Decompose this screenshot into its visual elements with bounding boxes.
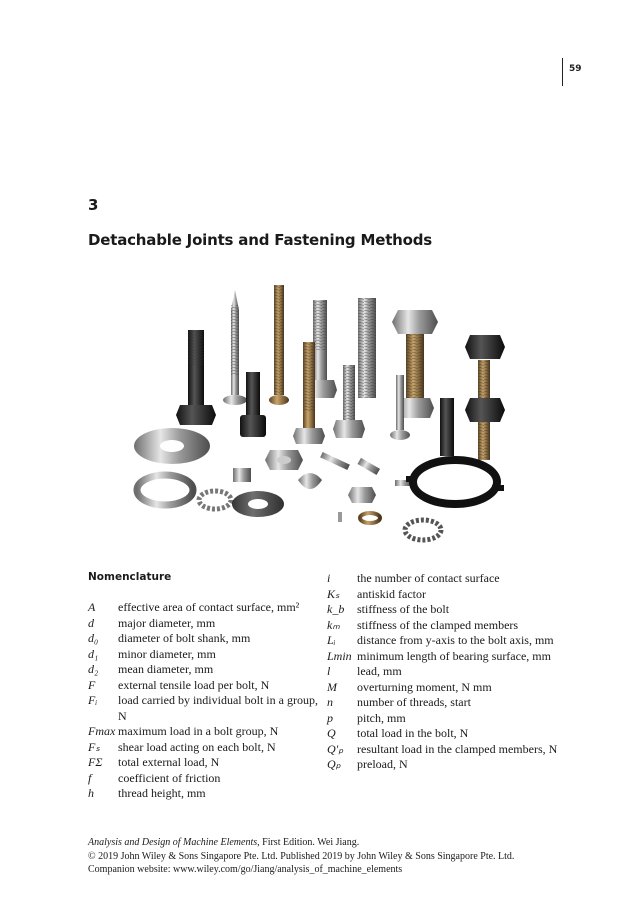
nomenclature-symbol: kₘ bbox=[327, 617, 340, 632]
nomenclature-description: thread height, mm bbox=[118, 786, 206, 800]
nomenclature-description: coefficient of friction bbox=[118, 770, 221, 785]
nomenclature-symbol: Fₛ bbox=[88, 739, 100, 754]
nomenclature-row bbox=[327, 726, 562, 742]
nomenclature-row bbox=[88, 693, 320, 724]
footer-edition-author: , First Edition. Wei Jiang. bbox=[257, 837, 360, 848]
nomenclature-symbol: Lᵢ bbox=[327, 633, 336, 647]
nomenclature-symbol: A bbox=[88, 600, 96, 614]
nomenclature-symbol: M bbox=[327, 679, 337, 694]
nomenclature-row bbox=[327, 587, 562, 603]
nomenclature-left-column bbox=[88, 600, 320, 802]
nomenclature-row bbox=[327, 618, 562, 634]
nomenclature-description: major diameter, mm bbox=[118, 615, 216, 630]
hex-nut-small bbox=[348, 487, 376, 503]
nomenclature-row bbox=[88, 600, 320, 616]
small-split-washer bbox=[360, 513, 380, 523]
dark-flat-washer bbox=[232, 491, 284, 517]
nomenclature-symbol: Q bbox=[327, 726, 336, 740]
nomenclature-row bbox=[88, 647, 320, 663]
footer-website: Companion website: www.wiley.com/go/Jiang/analysis_of_machine_elements bbox=[88, 864, 403, 875]
nomenclature-symbol: k_b bbox=[327, 602, 345, 616]
nomenclature-description: external tensile load per bolt, N bbox=[118, 677, 270, 692]
nomenclature-description: stiffness of the bolt bbox=[357, 602, 450, 616]
nomenclature-description: minimum length of bearing surface, mm bbox=[357, 648, 551, 663]
nomenclature-row bbox=[327, 633, 562, 649]
nomenclature-description: effective area of contact surface, mm² bbox=[118, 600, 300, 614]
brass-long-bolt bbox=[269, 285, 289, 405]
toothed-washer-left bbox=[199, 491, 231, 509]
nomenclature-row bbox=[327, 571, 562, 587]
nomenclature-symbol: Kₛ bbox=[327, 586, 340, 601]
nomenclature-description: load carried by individual bolt in a group, N bbox=[118, 693, 318, 723]
nomenclature-symbol: d bbox=[88, 615, 94, 630]
chapter-number: 3 bbox=[88, 196, 99, 214]
black-retaining-ring bbox=[406, 460, 504, 504]
nomenclature-symbol: FΣ bbox=[88, 755, 103, 769]
nomenclature-description: shear load acting on each bolt, N bbox=[118, 739, 276, 754]
nomenclature-symbol: f bbox=[88, 770, 92, 785]
nomenclature-symbol: d₀ bbox=[88, 631, 99, 645]
nomenclature-symbol: Q′ₚ bbox=[327, 741, 344, 756]
nomenclature-row bbox=[88, 771, 320, 787]
nomenclature-symbol: n bbox=[327, 695, 333, 709]
nomenclature-description: the number of contact surface bbox=[357, 571, 500, 585]
nomenclature-symbol: F bbox=[88, 677, 96, 692]
nomenclature-description: resultant load in the clamped members, N bbox=[357, 741, 558, 756]
footer-book-title: Analysis and Design of Machine Elements bbox=[88, 837, 258, 848]
nomenclature-row bbox=[88, 740, 320, 756]
nomenclature-description: stiffness of the clamped members bbox=[357, 617, 519, 632]
nomenclature-description: overturning moment, N mm bbox=[357, 679, 492, 694]
nomenclature-description: antiskid factor bbox=[357, 586, 426, 601]
nomenclature-description: total load in the bolt, N bbox=[357, 726, 469, 740]
nomenclature-description: distance from y-axis to the bolt axis, mm bbox=[357, 633, 554, 647]
split-lock-washer bbox=[137, 475, 193, 505]
nomenclature-row bbox=[327, 680, 562, 696]
nomenclature-symbol: l bbox=[327, 664, 331, 678]
nomenclature-description: preload, N bbox=[357, 757, 408, 771]
nomenclature-description: pitch, mm bbox=[357, 710, 406, 725]
nomenclature-description: minor diameter, mm bbox=[118, 646, 216, 661]
nomenclature-symbol: h bbox=[88, 786, 94, 800]
square-nut bbox=[233, 468, 251, 482]
nomenclature-row bbox=[88, 755, 320, 771]
tiny-screw bbox=[338, 512, 342, 522]
nomenclature-symbol: d₂ bbox=[88, 662, 99, 676]
footer-citation bbox=[88, 836, 558, 850]
nomenclature-row bbox=[327, 757, 562, 773]
chapter-title: Detachable Joints and Fastening Methods bbox=[88, 231, 433, 249]
nomenclature-row bbox=[88, 786, 320, 802]
nomenclature-symbol: d₁ bbox=[88, 646, 99, 661]
page-number: 59 bbox=[569, 64, 582, 74]
nomenclature-symbol: p bbox=[327, 710, 333, 725]
nomenclature-right-column bbox=[327, 571, 562, 773]
flat-washer-large bbox=[134, 428, 210, 464]
page-number-block bbox=[562, 58, 582, 86]
nomenclature-symbol: i bbox=[327, 571, 331, 585]
nomenclature-row bbox=[88, 631, 320, 647]
nomenclature-row bbox=[327, 695, 562, 711]
nomenclature-row bbox=[88, 724, 320, 740]
footer bbox=[88, 836, 558, 877]
black-hex-bolt-left bbox=[176, 330, 216, 425]
nomenclature-row bbox=[88, 662, 320, 678]
nomenclature-description: number of threads, start bbox=[357, 695, 471, 709]
nomenclature-description: lead, mm bbox=[357, 664, 402, 678]
nomenclature-row bbox=[327, 602, 562, 618]
nomenclature-row bbox=[88, 616, 320, 632]
nomenclature-description: maximum load in a bolt group, N bbox=[118, 724, 279, 738]
wing-nut bbox=[298, 473, 322, 489]
wood-screw bbox=[223, 290, 247, 405]
steel-stud bbox=[358, 298, 376, 398]
footer-copyright: © 2019 John Wiley & Sons Singapore Pte. Ltd. Published 2019 by John Wiley & Sons Singapore Pte. Ltd. bbox=[88, 850, 515, 862]
nomenclature-row bbox=[327, 742, 562, 758]
nomenclature-symbol: Fmax bbox=[88, 724, 116, 738]
nomenclature-description: total external load, N bbox=[118, 755, 220, 769]
nomenclature-heading: Nomenclature bbox=[88, 571, 172, 583]
nomenclature-row bbox=[327, 664, 562, 680]
black-hex-bolt-right bbox=[465, 335, 505, 460]
small-screw-a bbox=[320, 452, 350, 470]
small-screw-b bbox=[357, 458, 380, 475]
hex-nut-center bbox=[265, 450, 303, 470]
nomenclature-description: mean diameter, mm bbox=[118, 662, 214, 676]
nomenclature-row bbox=[88, 678, 320, 694]
nomenclature-row bbox=[327, 649, 562, 665]
black-socket-screw bbox=[240, 372, 266, 437]
toothed-washer-right bbox=[405, 520, 441, 540]
black-set-screw bbox=[440, 398, 454, 456]
nomenclature-symbol: Qₚ bbox=[327, 757, 341, 771]
fasteners-photo bbox=[130, 280, 520, 550]
nomenclature-symbol: Fᵢ bbox=[88, 693, 98, 707]
nomenclature-symbol: Lmin bbox=[327, 648, 352, 663]
nomenclature-description: diameter of bolt shank, mm bbox=[118, 631, 251, 645]
nomenclature-row bbox=[327, 711, 562, 727]
